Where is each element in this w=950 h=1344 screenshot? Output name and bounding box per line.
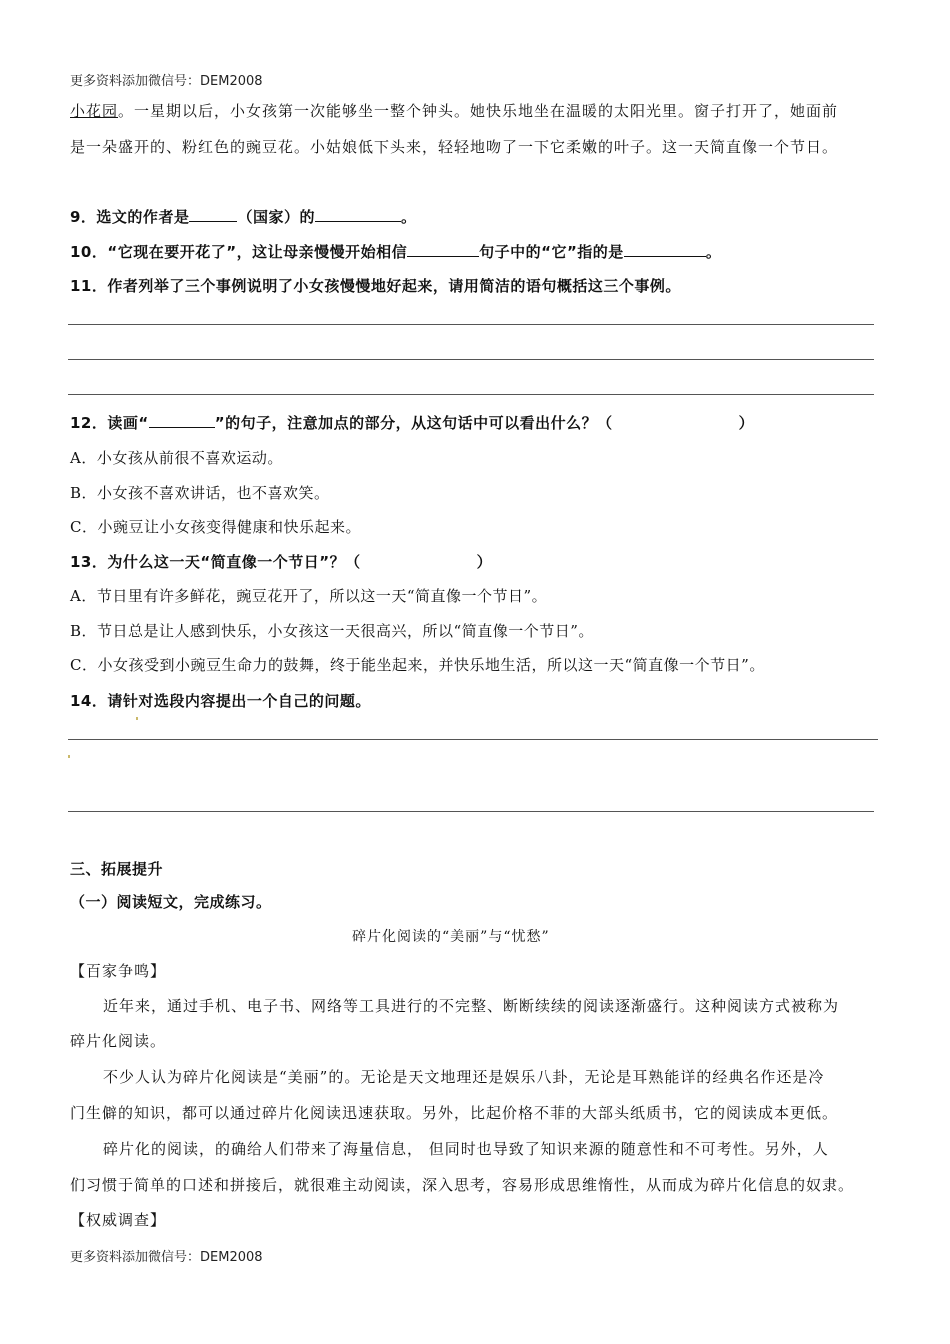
q10-text-a: 10．“它现在要开花了”，这让母亲慢慢开始相信	[70, 243, 408, 261]
paragraph-2-line-2: 门生僻的知识，都可以通过碎片化阅读迅速获取。另外，比起价格不菲的大部头纸质书，它的阅读成本更低。	[70, 1104, 839, 1122]
paragraph-1-line-1: 近年来，通过手机、电子书、网络等工具进行的不完整、断断续续的阅读逐渐盛行。这种阅读方式被称为	[103, 997, 840, 1015]
answer-line[interactable]	[68, 359, 874, 360]
q12-option-c: C．小豌豆让小女孩变得健康和快乐起来。	[70, 518, 361, 536]
footer-note: 更多资料添加微信号：DEM2008	[70, 1250, 263, 1265]
article-title: 碎片化阅读的“美丽”与“忧愁”	[352, 929, 550, 945]
q10-text-b: 句子中的“它”指的是	[479, 243, 624, 261]
question-14: 14．请针对选段内容提出一个自己的问题。	[70, 692, 371, 710]
q9-text-b: （国家）的	[237, 208, 315, 226]
answer-line[interactable]	[68, 739, 878, 740]
q9-blank-author[interactable]	[315, 206, 401, 222]
question-10	[70, 241, 721, 262]
answer-line[interactable]	[68, 324, 874, 325]
question-11: 11．作者列举了三个事例说明了小女孩慢慢地好起来，请用简洁的语句概括这三个事例。	[70, 277, 681, 295]
q13-text-c: ）	[476, 553, 493, 571]
q9-text-c: 。	[400, 208, 417, 226]
underlined-phrase: 小花园	[70, 102, 119, 120]
q12-text-b: ”的句子，注意加点的部分，从这句话中可以看出什么？（	[214, 414, 613, 432]
question-12	[70, 412, 754, 433]
q13-option-c: C．小女孩受到小豌豆生命力的鼓舞，终于能坐起来，并快乐地生活，所以这一天“简直像一个节日”。	[70, 656, 765, 674]
section-tag-2: 【权威调查】	[70, 1211, 167, 1229]
q12-text-c: ）	[738, 414, 755, 432]
paragraph-1-line-2: 碎片化阅读。	[70, 1032, 167, 1050]
passage-line-1-rest: 。一星期以后，小女孩第一次能够坐一整个钟头。她快乐地坐在温暖的太阳光里。窗子打开了，她面前	[118, 102, 839, 120]
section-heading: 三、拓展提升	[70, 860, 164, 878]
question-13	[70, 551, 492, 572]
q10-blank-1[interactable]	[407, 241, 479, 257]
paragraph-2-line-1: 不少人认为碎片化阅读是“美丽”的。无论是天文地理还是娱乐八卦，无论是耳熟能详的经典名作还是冷	[103, 1068, 825, 1086]
header-note: 更多资料添加微信号：DEM2008	[70, 74, 263, 89]
speck	[68, 755, 70, 758]
section-subheading: （一）阅读短文，完成练习。	[70, 893, 272, 911]
paragraph-3-line-2: 们习惯于简单的口述和拼接后，就很难主动阅读，深入思考，容易形成思维惰性，从而成为碎片化信息的奴隶。	[70, 1176, 855, 1194]
answer-line[interactable]	[68, 811, 874, 812]
speck	[136, 717, 138, 720]
answer-line[interactable]	[68, 394, 874, 395]
q13-option-a: A．节日里有许多鲜花，豌豆花开了，所以这一天“简直像一个节日”。	[70, 587, 548, 605]
q10-text-c: 。	[705, 243, 722, 261]
q10-blank-2[interactable]	[624, 241, 706, 257]
q13-text-a: 13．为什么这一天“简直像一个节日”？（	[70, 553, 361, 571]
passage-line-1	[70, 100, 838, 121]
q13-option-b: B．节日总是让人感到快乐，小女孩这一天很高兴，所以“简直像一个节日”。	[70, 622, 594, 640]
question-9	[70, 206, 416, 227]
q12-blank	[149, 412, 215, 428]
q9-text-a: 9．选文的作者是	[70, 208, 190, 226]
paragraph-3-line-1: 碎片化的阅读，的确给人们带来了海量信息， 但同时也导致了知识来源的随意性和不可考性。另外，人	[103, 1140, 829, 1158]
q12-text-a: 12．读画“	[70, 414, 149, 432]
q12-option-b: B．小女孩不喜欢讲话，也不喜欢笑。	[70, 484, 330, 502]
passage-line-2: 是一朵盛开的、粉红色的豌豆花。小姑娘低下头来，轻轻地吻了一下它柔嫩的叶子。这一天简直像一个节日。	[70, 138, 839, 156]
q12-option-a: A．小女孩从前很不喜欢运动。	[70, 449, 283, 467]
q9-blank-country[interactable]	[189, 206, 237, 222]
section-tag-1: 【百家争鸣】	[70, 962, 167, 980]
